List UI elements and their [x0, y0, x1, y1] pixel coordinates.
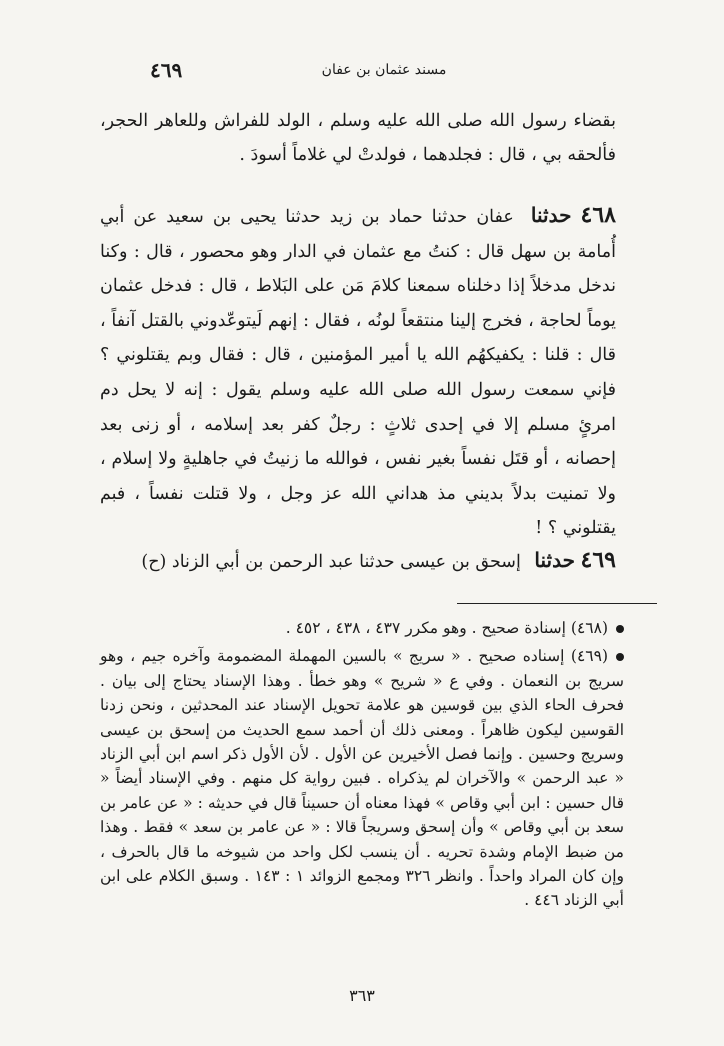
hadith-469-lead: حدثنا [534, 548, 575, 572]
hadith-468-text: عفان حدثنا حماد بن زيد حدثنا يحيى بن سعيد عن أبي أُمامة بن سهل قال : كنتُ مع عثمان في الدار وهو محصور ، قال : وكنا ندخل مدخلاً إذا دخلناه سمعنا كلامَ مَن على البَلاط ، قال : فدخل عثمان يوماً لحاجة ، فخرج إلينا منتقعاً لونُه ، فقال : إنهم لَيتوعّدوني بالقتل آنفاً ، قال : قلنا : يكفيكهُم الله يا أمير المؤمنين ، قال : فقال وبم يقتلوني ؟ فإني سمعت رسول الله صلى الله عليه وسلم يقول : إنه لا يحل دم امرئٍ مسلم إلا في إحدى ثلاثٍ : رجلٌ كفر بعد إسلامه ، أو زنى بعد إحصانه ، أو قتَل نفساً بغير نفس ، فوالله ما زنيتُ في جاهليةٍ ولا إسلام ، ولا تمنيت بدلاً بديني مذ هداني الله عز وجل ، ولا قتلت نفساً ، فبم يقتلوني ؟ ! [100, 207, 616, 539]
hadith-469-number: ٤٦٩ [580, 547, 616, 573]
footer-page-number: ٣٦٣ [349, 986, 375, 1005]
hadith-469-text: إسحق بن عيسى حدثنا عبد الرحمن بن أبي الزناد (ح) [141, 552, 521, 572]
bullet-icon [616, 625, 624, 633]
footnote-469: (٤٦٩) إسناده صحيح . « سريج » بالسين المهملة المضمومة وآخره جيم ، وهو سريج بن النعمان . وفي ع « شريح » وهو خطأ . وهذا الإسناد يحتاج إلى بيان . فحرف الحاء الذي بين قوسين هو علامة تحويل الإسناد عند المحدثين ، ونحن زدنا القوسين ليكون ظاهراً . ومعنى ذلك أن أحمد سمع الحديث من إسحق بن عيسى وسريج وحسين . وإنما فصل الأخيرين عن الأول . لأن الأول ذكر اسم ابن أبي الزناد « عبد الرحمن » والآخران لم يذكراه . فبين رواية كل منهم . وفي الإسناد أيضاً « قال حسين : ابن أبي وقاص » فهذا معناه أن حسيناً قال في حديثه : « عن عامر بن سعد بن أبي وقاص » وأن إسحق وسريجاً قالا : « عن عامر بن سعد » فقط . وهذا من ضبط الإمام وشدة تحريه . أن ينسب لكل واحد من شيوخه ما قال بالحرف ، وإن كان المراد واحداً . وانظر ٣٢٦ ومجمع الزوائد ١ : ١٤٣ . وسبق الكلام على ابن أبي الزناد ٤٤٦ . [100, 647, 625, 910]
bullet-icon [616, 653, 624, 661]
header-page-number: ٤٦٩ [150, 58, 183, 82]
running-header [150, 52, 618, 92]
header-title: مسند عثمان بن عفان [321, 62, 447, 78]
hadith-468 [100, 198, 616, 546]
previous-hadith-tail: بقضاء رسول الله صلى الله عليه وسلم ، الولد للفراش وللعاهر الحجر، فألحقه بي ، قال : فجلدهما ، فولدتْ لي غلاماً أسودَ . [100, 111, 616, 165]
footnotes [100, 616, 624, 917]
hadith-468-lead: حدثنا [530, 203, 572, 227]
footnote-divider [457, 603, 657, 604]
footnote-468: (٤٦٨) إسنادة صحيح . وهو مكرر ٤٣٧ ، ٤٣٨ ، ٤٥٢ . [100, 616, 624, 640]
hadith-469 [100, 543, 616, 579]
hadith-468-number: ٤٦٨ [580, 202, 616, 228]
